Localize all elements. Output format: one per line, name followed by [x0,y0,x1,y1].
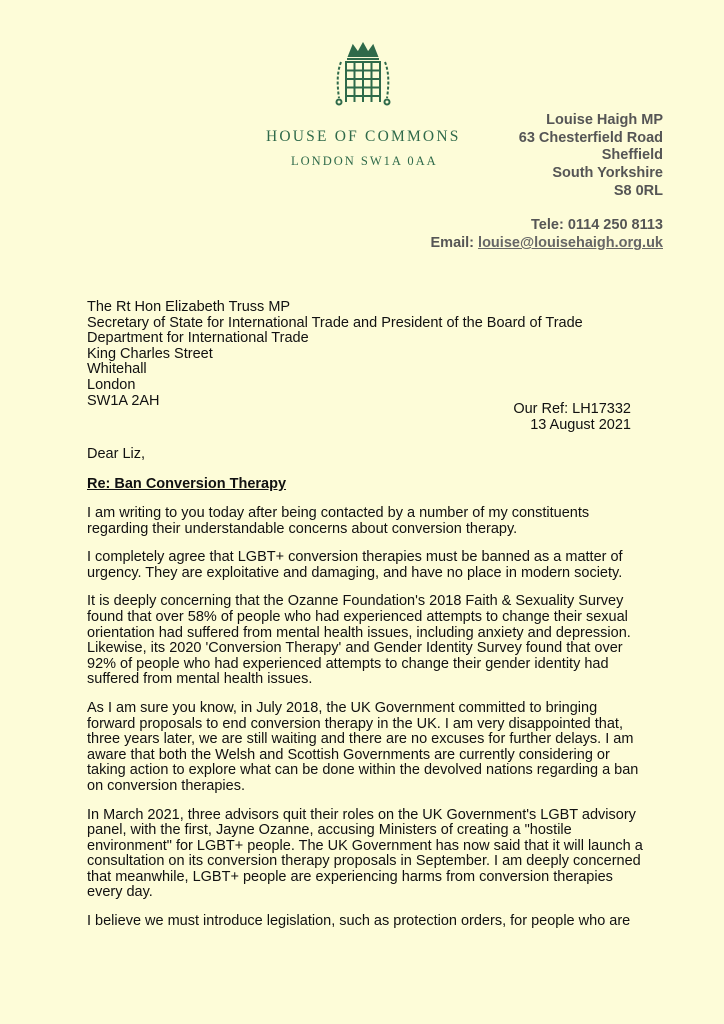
email-link[interactable]: louise@louisehaigh.org.uk [478,235,663,251]
body-paragraph: I completely agree that LGBT+ conversion therapies must be banned as a matter of urgency. They are exploitative and damaging, and have no place in modern society. [87,549,623,581]
our-ref: Our Ref: LH17332 [513,401,631,417]
recipient-line: King Charles Street [87,345,213,362]
telephone: Tele: 0114 250 8113 [531,217,663,233]
letter-date: 13 August 2021 [530,416,631,433]
sender-line: S8 0RL [613,182,663,199]
sender-line: 63 Chesterfield Road [518,129,663,146]
body-paragraph: I am writing to you today after being contacted by a number of my constituents regarding their understandable concerns about conversion therapy. [87,505,590,537]
recipient-line: London [87,376,136,393]
email-label: Email: [430,235,475,251]
body-paragraph: It is deeply concerning that the Ozanne Foundation's 2018 Faith & Sexuality Survey found that over 58% of people who had experienced attempts to change their sexual orientation had suffered from mental health issues, including anxiety and depression. Likewise, its 2020 'Conversion Therapy' and Gender Identity Survey found that over 92% of people who had experienced attempts to change their gender identity had suffered from mental health issues. [87,593,631,688]
sender-address [519,112,663,201]
recipient-line: Department for International Trade [87,330,309,347]
sender-line: Sheffield [601,147,663,164]
salutation: Dear Liz, [87,446,146,462]
recipient-line: Secretary of State for International Trade and President of the Board of Trade [87,314,583,331]
body-paragraph: As I am sure you know, in July 2018, the UK Government committed to bringing forward proposals to end conversion therapy in the UK. I am very disappointed that, three years later, we are still waiting and there are no excuses for further delays. I am aware that both the Welsh and Scottish Governments are currently considering or taking action to explore what can be done within the devolved nations regarding a ban on conversion therapies. [87,699,639,794]
sender-contact [431,216,664,252]
letter-body [87,506,647,943]
sender-line: Louise Haigh MP [546,112,663,128]
body-paragraph: In March 2021, three advisors quit their roles on the UK Government's LGBT advisory panel, with the first, Jayne Ozanne, accusing Ministers of creating a "hostile environment" for LGBT+ people. The UK Government has now said that it will launch a consultation on its conversion therapy proposals in September. I am deeply concerned that meanwhile, LGBT+ people are experiencing harms from conversion therapies every day. [87,806,643,901]
recipient-line: The Rt Hon Elizabeth Truss MP [87,299,291,315]
subject-line: Re: Ban Conversion Therapy [87,476,287,492]
recipient-line: SW1A 2AH [87,392,160,409]
sender-line: South Yorkshire [552,165,663,182]
recipient-address [87,300,583,409]
reference-block [513,402,631,433]
recipient-line: Whitehall [87,361,147,378]
email-row [431,234,664,252]
body-paragraph: I believe we must introduce legislation, such as protection orders, for people who are [87,913,631,930]
portcullis-icon [333,42,393,110]
letterhead-name: HOUSE OF COMMONS [266,128,461,145]
letterhead-address: LONDON SW1A 0AA [291,154,438,168]
